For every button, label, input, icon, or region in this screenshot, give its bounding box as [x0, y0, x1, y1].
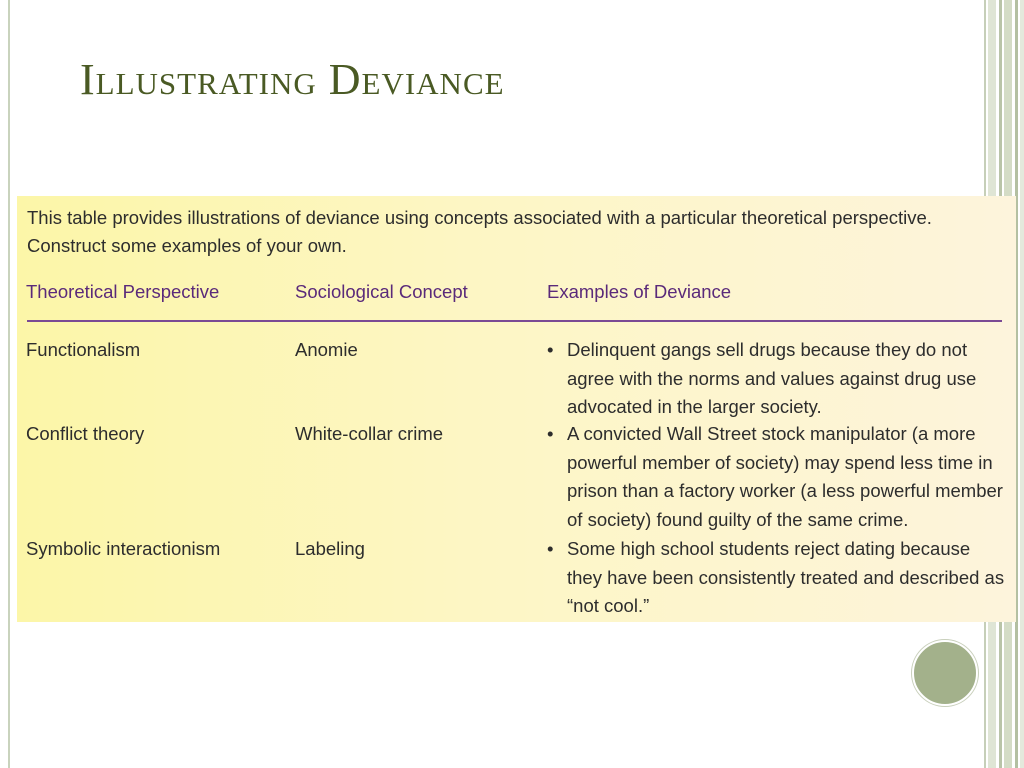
row-example: Delinquent gangs sell drugs because they do not agree with the norms and values against drug use advocated in the larger society. [567, 339, 977, 417]
row-perspective: Symbolic interactionism [26, 538, 221, 559]
row-concept: Labeling [295, 538, 365, 559]
decorative-circle [912, 640, 978, 706]
header-divider [27, 320, 1002, 322]
table-intro: This table provides illustrations of deviance using concepts associated with a particular theoretical perspective. Construct some examples of your own. [27, 207, 932, 256]
bullet-icon: • [547, 339, 554, 360]
column-header-examples: Examples of Deviance [547, 281, 732, 302]
row-example: Some high school students reject dating because they have been consistently treated and described as “not cool.” [567, 538, 1005, 616]
column-header-concept: Sociological Concept [295, 281, 468, 302]
slide-title: Illustrating Deviance [80, 55, 505, 104]
bullet-icon: • [547, 538, 554, 559]
row-concept: White-collar crime [295, 423, 444, 444]
row-example: A convicted Wall Street stock manipulator (a more powerful member of society) may spend less time in prison than a factory worker (a less powerful member of society) found guilty of the same crime. [567, 423, 1003, 530]
column-header-perspective: Theoretical Perspective [26, 281, 220, 302]
bullet-icon: • [547, 423, 554, 444]
deviance-table [17, 196, 1016, 622]
row-perspective: Conflict theory [26, 423, 145, 444]
row-concept: Anomie [295, 339, 358, 360]
left-frame-line [8, 0, 10, 768]
row-perspective: Functionalism [26, 339, 141, 360]
